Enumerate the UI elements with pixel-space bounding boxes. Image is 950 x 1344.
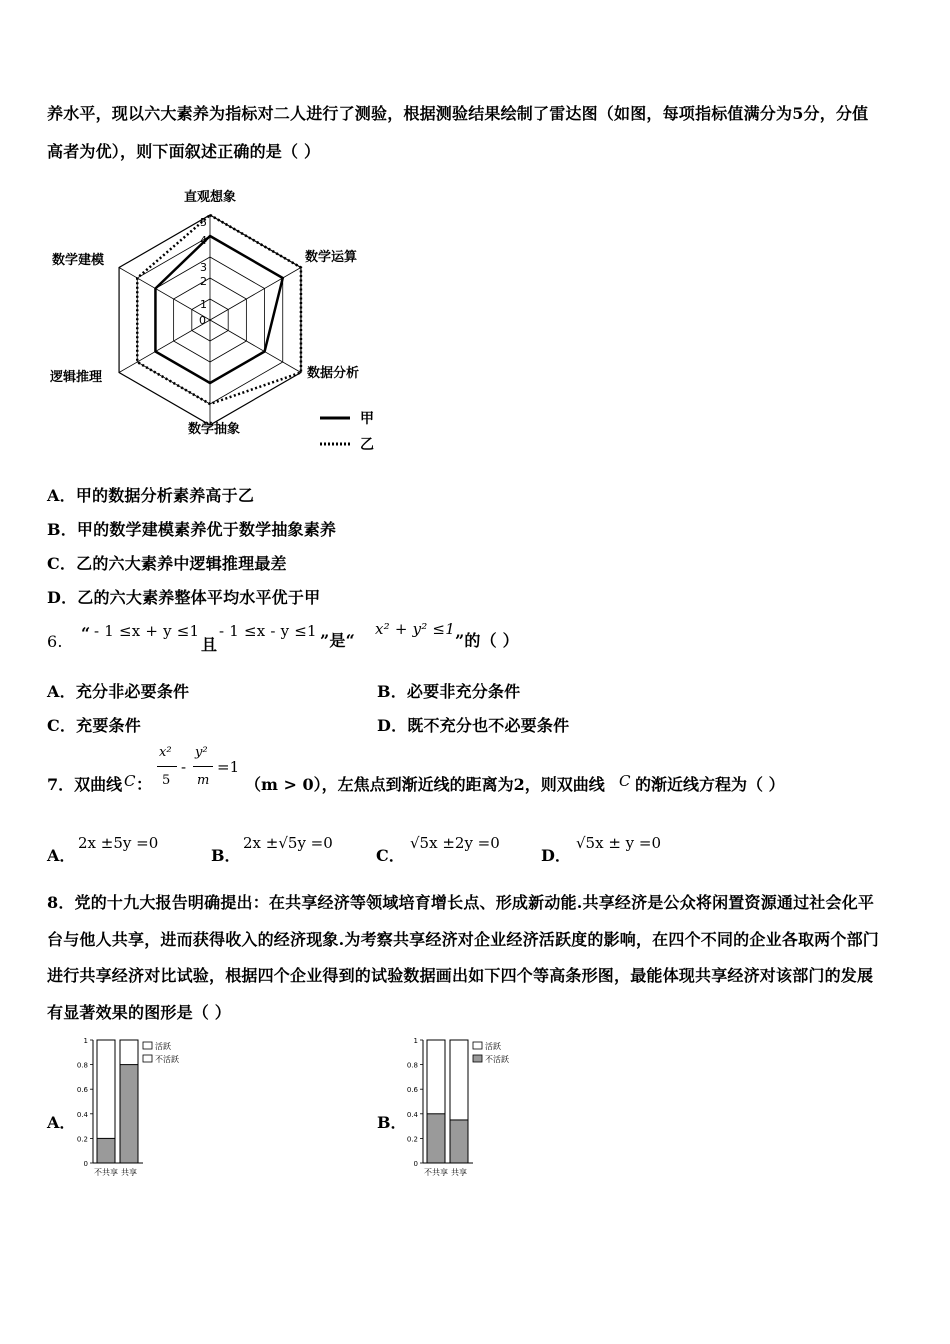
y-tick-label: 0.2 <box>406 1135 418 1144</box>
q7-C1: C <box>124 772 136 790</box>
bar-chart-a <box>75 1030 215 1185</box>
q7-prefix: 7．双曲线 <box>47 775 123 794</box>
radar-spoke-1 <box>210 268 301 321</box>
y-tick-label: 0 <box>83 1160 88 1168</box>
radar-spoke-2 <box>210 320 301 373</box>
q6-quote-mid: ”是“ <box>320 631 356 650</box>
q6-num: 6. <box>47 632 63 651</box>
q5-option-a: A．甲的数据分析素养高于乙 <box>47 486 255 505</box>
q7-option-c: √5x ±2y =0 <box>410 834 500 852</box>
q7-stem <box>47 745 927 795</box>
q7-y2: y² <box>195 745 208 760</box>
q7-option-c-label: C． <box>376 846 405 865</box>
q7-x2: x² <box>159 745 172 760</box>
radar-tick-3: 3 <box>200 261 207 274</box>
y-tick-label: 0.4 <box>76 1110 88 1119</box>
q6-option-b: B．必要非充分条件 <box>377 682 521 701</box>
q8-line-2: 台与他人共享，进而获得收入的经济现象.为考察共享经济对企业经济活跃度的影响，在四个不同的企业各取两个部门 <box>47 930 879 949</box>
bar-shaded-segment <box>97 1138 115 1163</box>
bar-shaded-segment <box>427 1114 445 1163</box>
y-tick-label: 0.2 <box>76 1135 88 1144</box>
q5-option-b: B．甲的数学建模素养优于数学抽象素养 <box>47 520 337 539</box>
q6-option-d: D．既不充分也不必要条件 <box>377 716 570 735</box>
q6-math-3: x² + y² ≤1 <box>375 620 455 638</box>
q7-cond: （m > 0），左焦点到渐近线的距离为2，则双曲线 <box>245 775 605 794</box>
radar-axis-label-2: 数据分析 <box>307 366 360 381</box>
radar-tick-0: 0 <box>199 314 206 327</box>
radar-tick-5: 5 <box>200 216 207 229</box>
q7-den1: 5 <box>162 773 171 788</box>
radar-axis-label-4: 逻辑推理 <box>50 370 103 385</box>
legend-jia-label: 甲 <box>360 411 374 427</box>
x-tick-label: 共享 <box>121 1168 137 1177</box>
q5-option-d: D．乙的六大素养整体平均水平优于甲 <box>47 588 321 607</box>
q6-option-c: C．充要条件 <box>47 716 141 735</box>
q7-option-d-label: D． <box>541 846 571 865</box>
q8-chart-b-label: B． <box>377 1113 407 1132</box>
x-tick-label: 共享 <box>451 1168 467 1177</box>
radar-tick-4: 4 <box>200 234 207 247</box>
q8-chart-a-label: A． <box>47 1113 76 1132</box>
q6-quote-close: ”的（ ） <box>455 631 519 650</box>
legend-label: 活跃 <box>485 1042 501 1051</box>
q7-minus: - <box>181 758 187 776</box>
radar-spoke-4 <box>119 320 210 373</box>
radar-chart <box>40 180 400 460</box>
y-tick-label: 0.8 <box>76 1061 88 1070</box>
q7-C2: C <box>619 772 631 790</box>
q7-option-a-label: A． <box>47 846 76 865</box>
legend-label: 活跃 <box>155 1042 171 1051</box>
q7-option-b-label: B． <box>211 846 241 865</box>
intro-line-1: 养水平，现以六大素养为指标对二人进行了测验，根据测验结果绘制了雷达图（如图，每项指标值满分为5分，分值 <box>47 104 869 123</box>
legend-yi-label: 乙 <box>360 437 374 453</box>
y-tick-label: 1 <box>83 1037 88 1045</box>
legend-label: 不活跃 <box>485 1055 509 1064</box>
radar-axis-label-3: 数学抽象 <box>187 422 241 437</box>
radar-tick-1: 1 <box>200 298 207 311</box>
y-tick-label: 0.6 <box>76 1086 88 1095</box>
q7-option-d: √5x ± y =0 <box>576 834 662 852</box>
q7-colon: ： <box>136 775 153 794</box>
radar-spoke-5 <box>119 268 210 321</box>
q7-option-b: 2x ±√5y =0 <box>243 834 333 852</box>
radar-axis-label-5: 数学建模 <box>52 253 105 268</box>
radar-axis-label-0: 直观想象 <box>183 190 237 205</box>
legend-label: 不活跃 <box>155 1055 179 1064</box>
intro-line-2: 高者为优），则下面叙述正确的是（ ） <box>47 142 321 161</box>
q8-line-4: 有显著效果的图形是（ ） <box>47 1003 231 1022</box>
q6-and: 且 <box>201 635 218 654</box>
q6-quote-open: “ <box>81 624 91 643</box>
q5-option-c: C．乙的六大素养中逻辑推理最差 <box>47 554 287 573</box>
legend-swatch <box>143 1042 152 1049</box>
radar-series-jia <box>155 236 282 383</box>
y-tick-label: 0 <box>413 1160 418 1168</box>
q7-den2: m <box>197 773 210 788</box>
q8-line-3: 进行共享经济对比试验，根据四个企业得到的试验数据画出如下四个等高条形图，最能体现共享经济对该部门的发展 <box>47 966 874 985</box>
q6-option-a: A．充分非必要条件 <box>47 682 190 701</box>
q6-math-2: - 1 ≤x - y ≤1 <box>219 622 317 640</box>
radar-grid <box>119 215 301 425</box>
q7-eq1: =1 <box>217 758 240 776</box>
bar-chart-b <box>405 1030 545 1185</box>
y-tick-label: 0.8 <box>406 1061 418 1070</box>
legend-swatch <box>473 1042 482 1049</box>
radar-tick-2: 2 <box>200 275 207 288</box>
y-tick-label: 0.4 <box>406 1110 418 1119</box>
x-tick-label: 不共享 <box>94 1168 118 1177</box>
q7-suffix: 的渐近线方程为（ ） <box>635 775 785 794</box>
q7-frac-bar-2 <box>193 766 213 767</box>
legend-swatch <box>473 1055 482 1062</box>
q7-option-a: 2x ±5y =0 <box>78 834 159 852</box>
x-tick-label: 不共享 <box>424 1168 448 1177</box>
q6-math-1: - 1 ≤x + y ≤1 <box>94 622 200 640</box>
bar-shaded-segment <box>120 1065 138 1163</box>
q7-frac-bar-1 <box>157 766 177 767</box>
y-tick-label: 0.6 <box>406 1086 418 1095</box>
q8-line-1: 8．党的十九大报告明确提出：在共享经济等领域培育增长点、形成新动能.共享经济是公众将闲置资源通过社会化平 <box>47 893 875 912</box>
legend-swatch <box>143 1055 152 1062</box>
bar-shaded-segment <box>450 1120 468 1163</box>
y-tick-label: 1 <box>413 1037 418 1045</box>
radar-axis-label-1: 数学运算 <box>305 250 358 265</box>
